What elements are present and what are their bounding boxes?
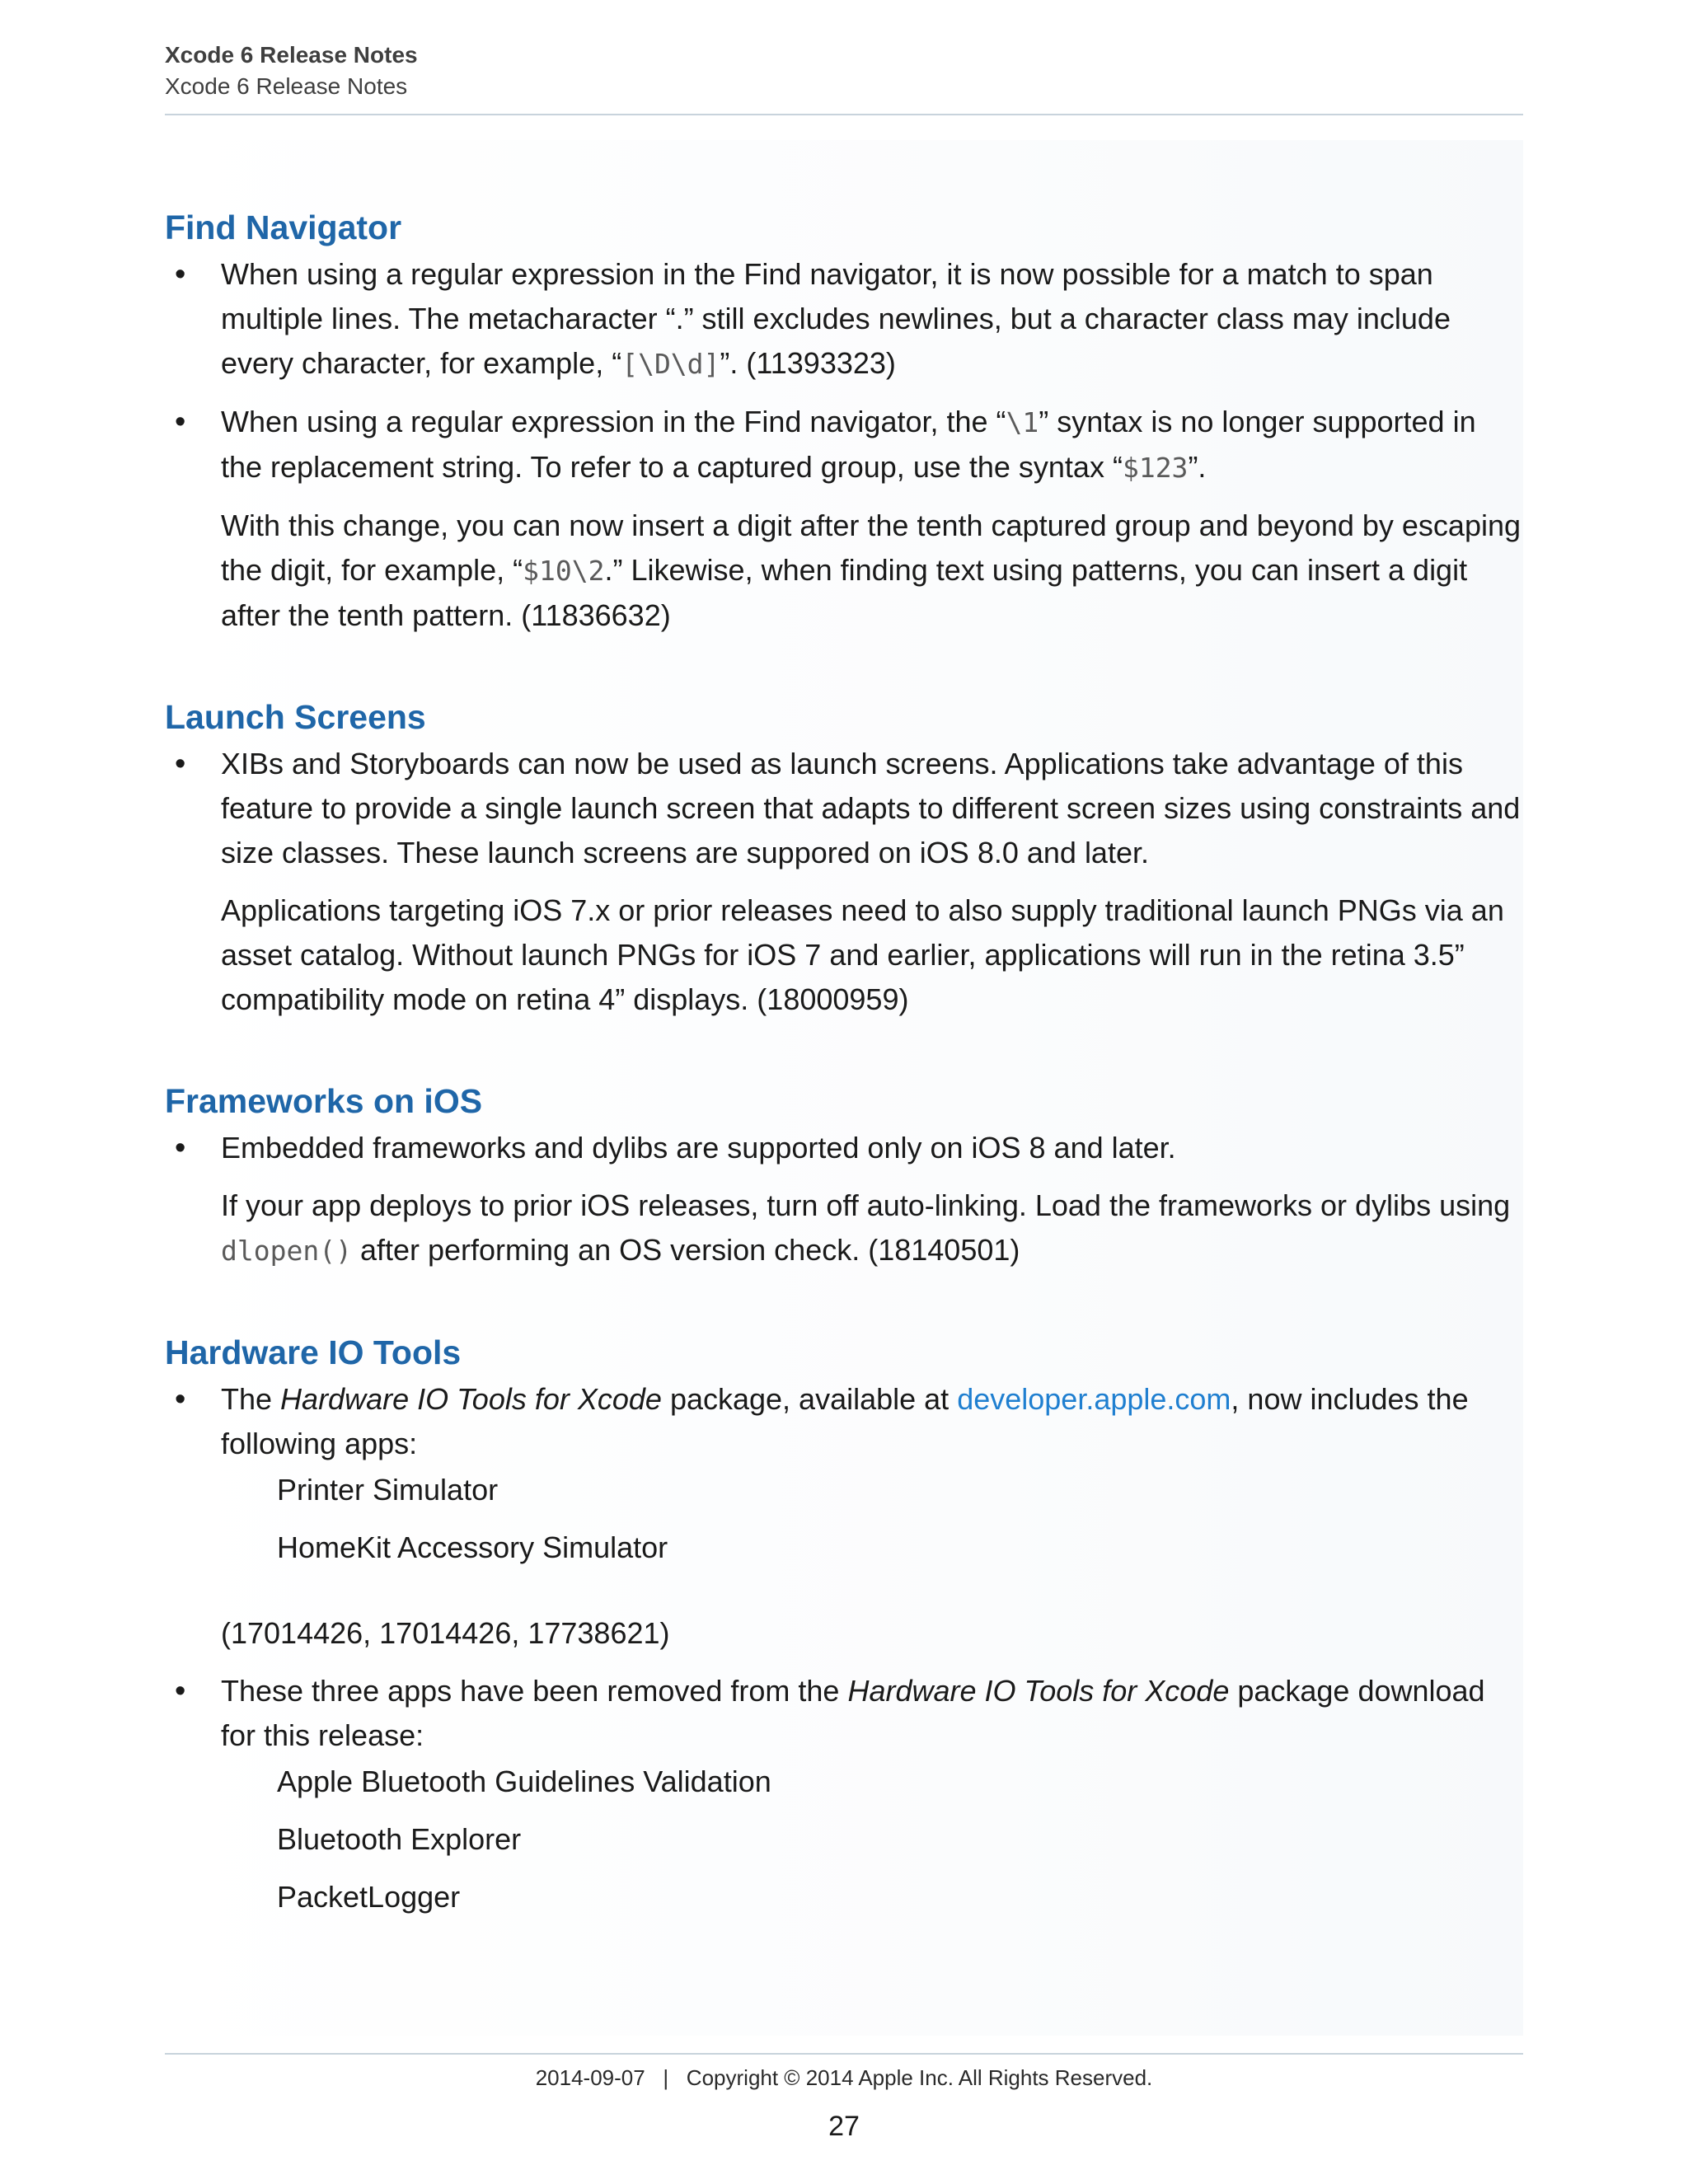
text-run: When using a regular expression in the Find navigator, it is now possible for a match to span multiple lines. The metacharacter “.” still excludes newlines, but a character class may include every character, for example, “ bbox=[221, 257, 1451, 380]
paragraph bbox=[221, 1377, 1525, 1466]
section-title-launch-screens: Launch Screens bbox=[165, 698, 426, 736]
text-run: When using a regular expression in the Find navigator, the “ bbox=[221, 405, 1006, 438]
app-name: Printer Simulator bbox=[277, 1473, 499, 1507]
list-item bbox=[165, 742, 1525, 875]
section-hardware-io-tools bbox=[165, 1328, 1525, 1919]
running-header bbox=[165, 40, 1523, 102]
text-run: The bbox=[221, 1382, 281, 1416]
bullet-list bbox=[165, 742, 1525, 875]
document-body bbox=[165, 198, 1525, 1933]
app-name: Bluetooth Explorer bbox=[277, 1822, 522, 1856]
bullet-list bbox=[165, 1126, 1525, 1170]
inline-code: [\D\d] bbox=[621, 348, 720, 380]
section-title-frameworks-ios: Frameworks on iOS bbox=[165, 1082, 483, 1120]
inline-code: dlopen() bbox=[221, 1235, 352, 1267]
text-run: package, available at bbox=[661, 1382, 958, 1416]
header-chapter-title: Xcode 6 Release Notes bbox=[165, 73, 408, 99]
text-run: These three apps have been removed from the bbox=[221, 1674, 848, 1708]
list-item bbox=[165, 400, 1525, 490]
inline-code: $123 bbox=[1122, 452, 1189, 484]
paragraph: • Embedded frameworks and dylibs are supported only on iOS 8 and later. bbox=[221, 1131, 1176, 1165]
paragraph: Applications targeting iOS 7.x or prior releases need to also supply traditional launch PNGs via an asset catalog. Without launch PNGs for iOS 7 and earlier, applications will run in the retina 3.5” compatibility mode on retina 4” displays. (18000959) bbox=[221, 893, 1504, 1016]
developer-link[interactable]: developer.apple.com bbox=[957, 1382, 1231, 1416]
header-divider bbox=[165, 114, 1523, 115]
emphasis-package-name: Hardware IO Tools for Xcode bbox=[847, 1674, 1230, 1708]
section-launch-screens bbox=[165, 692, 1525, 1022]
paragraph bbox=[165, 1183, 1525, 1273]
bullet-list bbox=[165, 1377, 1525, 1919]
text-run: .” Likewise, when finding text using patterns, you can insert a digit after the tenth pattern. (11836632) bbox=[221, 553, 1468, 632]
paragraph bbox=[221, 400, 1525, 490]
text-run: ”. bbox=[1188, 450, 1207, 484]
text-run: , now includes the following apps: bbox=[221, 1382, 1469, 1460]
header-book-title: Xcode 6 Release Notes bbox=[165, 42, 418, 68]
app-name: HomeKit Accessory Simulator bbox=[277, 1530, 668, 1564]
paragraph: • XIBs and Storyboards can now be used as launch screens. Applications take advantage of this feature to provide a single launch screen that adapts to different screen sizes using constraints and size classes. These launch screens are suppored on iOS 8.0 and later. bbox=[221, 747, 1521, 869]
footer-divider bbox=[165, 2053, 1523, 2055]
text-run: package download for this release: bbox=[221, 1674, 1485, 1752]
paragraph bbox=[165, 504, 1525, 638]
text-run: ”. (11393323) bbox=[720, 346, 896, 380]
paragraph bbox=[221, 252, 1525, 387]
list-item bbox=[165, 1669, 1525, 1919]
section-find-navigator bbox=[165, 203, 1525, 638]
text-run: If your app deploys to prior iOS releases, turn off auto-linking. Load the frameworks or dylibs using bbox=[221, 1188, 1511, 1222]
inline-code: \1 bbox=[1006, 406, 1039, 438]
inline-code: $10\2 bbox=[523, 555, 605, 587]
page-footer bbox=[165, 2065, 1523, 2143]
app-name: PacketLogger bbox=[277, 1880, 461, 1914]
emphasis-package-name: Hardware IO Tools for Xcode bbox=[280, 1382, 662, 1416]
bullet-list bbox=[165, 252, 1525, 490]
text-run: after performing an OS version check. (18140501) bbox=[351, 1233, 1020, 1267]
list-item bbox=[165, 1377, 1525, 1656]
paragraph bbox=[221, 1669, 1525, 1758]
section-frameworks-ios bbox=[165, 1076, 1525, 1273]
text-run: ” syntax is no longer supported in the replacement string. To refer to a captured group, use the syntax “ bbox=[221, 405, 1476, 484]
paragraph-ids: (17014426, 17014426, 17738621) bbox=[221, 1616, 670, 1650]
text-run: With this change, you can now insert a digit after the tenth captured group and beyond by escaping the digit, for example, “ bbox=[221, 509, 1522, 587]
section-title-find-navigator: Find Navigator bbox=[165, 209, 402, 246]
list-item bbox=[165, 1126, 1525, 1170]
page-number: 27 bbox=[828, 2111, 860, 2142]
section-title-hardware-io-tools: Hardware IO Tools bbox=[165, 1333, 462, 1371]
list-item bbox=[165, 252, 1525, 387]
footer-copyright: 2014-09-07 | Copyright © 2014 Apple Inc. All Rights Reserved. bbox=[535, 2065, 1153, 2090]
app-name: Apple Bluetooth Guidelines Validation bbox=[277, 1765, 771, 1798]
